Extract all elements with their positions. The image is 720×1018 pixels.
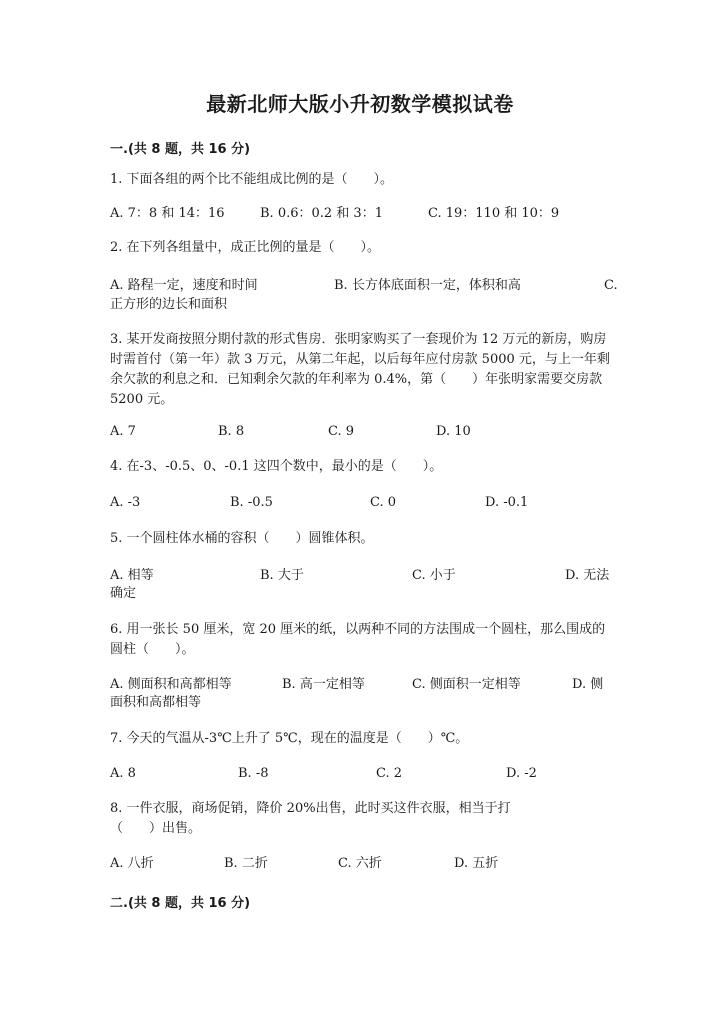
option-3b: B. 8 (218, 424, 245, 439)
page-title: 最新北师大版小升初数学模拟试卷 (206, 92, 514, 116)
option-5a: A. 相等 (110, 568, 154, 583)
options-3 (110, 422, 620, 442)
option-4a: A. -3 (110, 495, 141, 510)
question-1: 1. 下面各组的两个比不能组成比例的是（ ）。 (110, 172, 394, 187)
options-1 (110, 204, 620, 224)
option-3c: C. 9 (328, 424, 355, 439)
option-4d: D. -0.1 (485, 495, 529, 510)
option-4b: B. -0.5 (230, 495, 273, 510)
option-6c: C. 侧面积一定相等 (412, 677, 521, 692)
section-heading-2: 二.(共 8 题，共 16 分) (110, 896, 251, 911)
option-8c: C. 六折 (338, 856, 382, 871)
question-5: 5. 一个圆柱体水桶的容积（ ）圆锥体积。 (110, 531, 374, 546)
option-8b: B. 二折 (224, 856, 268, 871)
option-5d-text: 确定 (110, 586, 137, 601)
option-2c-text: 正方形的边长和面积 (110, 297, 228, 312)
option-7d: D. -2 (506, 766, 537, 781)
option-1c: C. 19：110 和 10：9 (428, 206, 560, 221)
options-5 (110, 566, 620, 586)
option-4c: C. 0 (370, 495, 397, 510)
question-2: 2. 在下列各组量中，成正比例的量是（ ）。 (110, 240, 381, 255)
option-2b: B. 长方体底面积一定，体积和高 (334, 278, 521, 293)
option-5c: C. 小于 (412, 568, 456, 583)
options-7 (110, 764, 620, 784)
options-2 (110, 276, 620, 296)
option-3d: D. 10 (436, 424, 471, 439)
option-2a: A. 路程一定，速度和时间 (110, 278, 258, 293)
option-8d: D. 五折 (454, 856, 499, 871)
question-6: 6. 用一张长 50 厘米，宽 20 厘米的纸，以两种不同的方法围成一个圆柱，那么围成的圆柱（ ）。 (110, 622, 606, 657)
question-4: 4. 在-3、-0.5、0、-0.1 这四个数中，最小的是（ ）。 (110, 459, 443, 474)
option-7a: A. 8 (110, 766, 136, 781)
options-4 (110, 493, 620, 513)
option-1b: B. 0.6：0.2 和 3：1 (260, 206, 383, 221)
option-2c: C. (604, 278, 618, 293)
option-8a: A. 八折 (110, 856, 154, 871)
question-8: 8. 一件衣服，商场促销，降价 20%出售，此时买这件衣服，相当于打（ ）出售。 (110, 801, 511, 836)
section-heading-1: 一.(共 8 题，共 16 分) (110, 142, 251, 157)
option-7b: B. -8 (238, 766, 269, 781)
option-5d: D. 无法 (565, 568, 610, 583)
question-3: 3. 某开发商按照分期付款的形式售房．张明家购买了一套现价为 12 万元的新房，购房时需首付（第一年）款 3 万元，从第二年起，以后每年应付房款 5000 元，与上一年剩余欠款的利息之和．已知剩余欠款的年利率为 0.4%，第（ ）年张明家需要交房款 5200 元。 (110, 332, 610, 407)
question-7: 7. 今天的气温从-3℃上升了 5℃，现在的温度是（ ）℃。 (110, 731, 469, 746)
option-6a: A. 侧面积和高都相等 (110, 677, 232, 692)
options-8 (110, 854, 620, 874)
option-5b: B. 大于 (260, 568, 304, 583)
options-6 (110, 675, 620, 695)
option-1a: A. 7：8 和 14：16 (110, 206, 225, 221)
option-6d: D. 侧 (572, 677, 604, 692)
option-6b: B. 高一定相等 (282, 677, 365, 692)
option-7c: C. 2 (376, 766, 403, 781)
option-6d-text: 面积和高都相等 (110, 695, 202, 710)
option-3a: A. 7 (110, 424, 136, 439)
